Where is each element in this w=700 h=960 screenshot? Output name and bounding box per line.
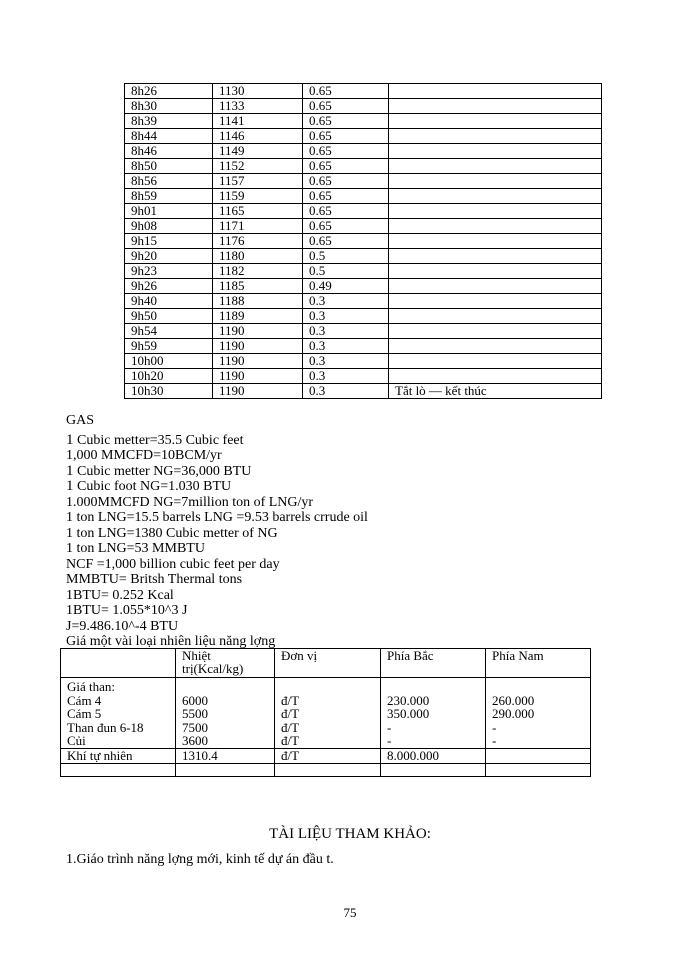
log-note [389,129,602,144]
note-line [66,433,626,449]
notes-lines [66,433,626,650]
log-row [125,294,602,309]
log-temperature: 1152 [213,159,303,174]
note-line-text: 1 ton LNG=15.5 barrels LNG =9.53 barrels crrude oil [66,510,368,525]
log-row [125,204,602,219]
south-price: - [492,733,497,748]
log-note [389,354,602,369]
note-line-text: 1.000MMCFD NG=7million ton of LNG/yr [66,494,314,510]
log-row [125,309,602,324]
references-title: TÀI LIỆU THAM KHẢO: [269,826,431,842]
coal-south-cell [486,678,591,749]
log-note [389,114,602,129]
log-note [389,264,602,279]
coal-name: Than đun 6-18 [67,719,144,735]
log-row [125,384,602,399]
heat-value: 3600 [182,733,208,748]
note-line [66,464,626,480]
log-time: 9h59 [125,339,213,354]
header-cell [61,649,176,678]
log-temperature: 1188 [213,294,303,309]
log-value: 0.3 [303,369,389,384]
note-line-text: Cubic metter=35.5 Cubic feet [73,432,244,448]
note-line [66,588,626,604]
log-value: 0.3 [303,309,389,324]
log-row [125,189,602,204]
empty-row [61,763,591,776]
log-temperature: 1180 [213,249,303,264]
south-price: - [492,719,497,735]
log-temperature: 1190 [213,369,303,384]
note-line [66,619,626,635]
log-value: 0.65 [303,204,389,219]
note-line [66,557,626,573]
note-line-text: NCF =1,000 billion cubic feet per day [66,556,280,572]
gas-name: Khí tự nhiên [61,748,176,763]
furnace-log-table [124,83,602,399]
log-temperature: 1133 [213,99,303,114]
log-value: 0.3 [303,384,389,399]
coal-north-cell [381,678,486,749]
log-row [125,114,602,129]
north-price: 230.000 [387,692,430,708]
gas-south-price [486,748,591,763]
log-time: 8h26 [125,84,213,99]
header-cell: Phía Bắc [381,649,486,678]
note-line [66,603,626,619]
log-time: 8h30 [125,99,213,114]
log-note: Tắt lò — kết thúc [389,384,602,399]
log-row [125,129,602,144]
unit-value: đ/T [281,706,300,721]
log-note [389,279,602,294]
log-note [389,189,602,204]
note-line [66,448,626,464]
log-row [125,234,602,249]
log-note [389,84,602,99]
log-temperature: 1190 [213,354,303,369]
note-line-text: 1BTU= 1.055*10^3 J [66,603,188,618]
price-header-row [61,649,591,678]
log-note [389,144,602,159]
log-table-body [125,84,602,399]
unit-value: đ/T [281,719,300,735]
gas-price-row [61,748,591,763]
log-time: 9h01 [125,204,213,219]
log-value: 0.65 [303,174,389,189]
note-line [66,541,626,557]
log-value: 0.65 [303,144,389,159]
log-value: 0.3 [303,294,389,309]
log-time: 8h56 [125,174,213,189]
log-row [125,279,602,294]
log-time: 8h59 [125,189,213,204]
note-line-text: Cubic metter NG=36,000 BTU [73,463,252,479]
coal-name-cell [61,678,176,749]
log-row [125,249,602,264]
log-value: 0.3 [303,339,389,354]
log-note [389,234,602,249]
note-line [66,479,626,495]
reference-item: 1.Giáo trình năng lợng mới, kinh tế dự án đầu t. [66,852,334,867]
log-note [389,249,602,264]
log-time: 9h20 [125,249,213,264]
log-temperature: 1190 [213,339,303,354]
log-temperature: 1130 [213,84,303,99]
coal-name: Củi [67,733,86,748]
log-value: 0.65 [303,159,389,174]
south-price: 290.000 [492,706,535,721]
note-line-lead: 1 [66,431,74,448]
log-temperature: 1190 [213,324,303,339]
note-line [66,495,626,511]
coal-heat-cell [176,678,275,749]
log-note [389,174,602,189]
log-temperature: 1185 [213,279,303,294]
note-line [66,572,626,588]
log-note [389,159,602,174]
note-line-text: 1 ton LNG=53 MMBTU [66,541,205,556]
log-time: 10h20 [125,369,213,384]
note-line-text: Giá một vài loại nhiên liệu năng lợng [66,634,276,649]
log-row [125,369,602,384]
log-time: 8h46 [125,144,213,159]
note-line-text: 1 ton LNG=1380 Cubic metter of NG [66,525,278,541]
unit-value: đ/T [281,733,300,748]
coal-name: Cám 4 [67,692,102,708]
log-time: 9h54 [125,324,213,339]
log-temperature: 1141 [213,114,303,129]
south-price: 260.000 [492,692,535,708]
log-time: 9h40 [125,294,213,309]
note-line-text: Cubic foot NG=1.030 BTU [73,479,232,494]
log-value: 0.3 [303,324,389,339]
log-temperature: 1146 [213,129,303,144]
log-value: 0.5 [303,249,389,264]
header-cell: Đơn vị [275,649,381,678]
header-cell: Nhiệt trị(Kcal/kg) [176,649,275,678]
log-temperature: 1159 [213,189,303,204]
log-row [125,174,602,189]
log-note [389,339,602,354]
log-time: 9h15 [125,234,213,249]
note-line-lead: 1 [66,462,74,479]
north-price: - [387,719,392,735]
log-note [389,99,602,114]
log-time: 9h08 [125,219,213,234]
log-value: 0.3 [303,354,389,369]
log-temperature: 1189 [213,309,303,324]
log-time: 8h39 [125,114,213,129]
log-note [389,204,602,219]
log-time: 10h00 [125,354,213,369]
coal-unit-cell [275,678,381,749]
log-value: 0.65 [303,219,389,234]
log-note [389,219,602,234]
log-value: 0.65 [303,129,389,144]
log-time: 9h23 [125,264,213,279]
note-line [66,526,626,542]
note-line-lead: 1 [66,478,74,494]
gas-unit: đ/T [275,748,381,763]
log-value: 0.65 [303,234,389,249]
note-line-text: 1BTU= 0.252 Kcal [66,587,174,603]
log-row [125,99,602,114]
log-time: 10h30 [125,384,213,399]
log-value: 0.5 [303,264,389,279]
log-note [389,309,602,324]
log-value: 0.49 [303,279,389,294]
log-row [125,339,602,354]
coal-price-row [61,678,591,749]
note-line [66,510,626,526]
log-temperature: 1176 [213,234,303,249]
log-row [125,144,602,159]
log-value: 0.65 [303,99,389,114]
log-note [389,294,602,309]
log-row [125,159,602,174]
log-time: 8h44 [125,129,213,144]
north-price: - [387,733,392,748]
log-temperature: 1165 [213,204,303,219]
header-cell: Phía Nam [486,649,591,678]
note-line-text: MMBTU= Britsh Thermal tons [66,572,243,587]
note-line-text: J=9.486.10^-4 BTU [66,618,179,634]
log-row [125,324,602,339]
note-line-text: 1,000 MMCFD=10BCM/yr [66,448,222,463]
log-temperature: 1149 [213,144,303,159]
log-value: 0.65 [303,189,389,204]
heat-value: 6000 [182,692,208,708]
gas-north-price: 8.000.000 [381,748,486,763]
log-time: 9h26 [125,279,213,294]
unit-value: đ/T [281,692,300,708]
log-note [389,324,602,339]
log-value: 0.65 [303,84,389,99]
log-row [125,84,602,99]
conversion-notes [66,414,626,650]
log-temperature: 1182 [213,264,303,279]
log-temperature: 1157 [213,174,303,189]
page-number: 75 [343,905,357,920]
log-temperature: 1190 [213,384,303,399]
log-time: 9h50 [125,309,213,324]
notes-heading: GAS [66,413,95,428]
heat-value: 7500 [182,719,208,735]
log-temperature: 1171 [213,219,303,234]
north-price: 350.000 [387,706,430,721]
log-time: 8h50 [125,159,213,174]
heat-value: 5500 [182,706,208,721]
log-row [125,354,602,369]
log-value: 0.65 [303,114,389,129]
gas-heat: 1310.4 [176,748,275,763]
log-row [125,219,602,234]
log-row [125,264,602,279]
coal-name: Cám 5 [67,706,102,721]
fuel-price-table [60,648,591,777]
log-note [389,369,602,384]
group-label: Giá than: [67,679,116,694]
